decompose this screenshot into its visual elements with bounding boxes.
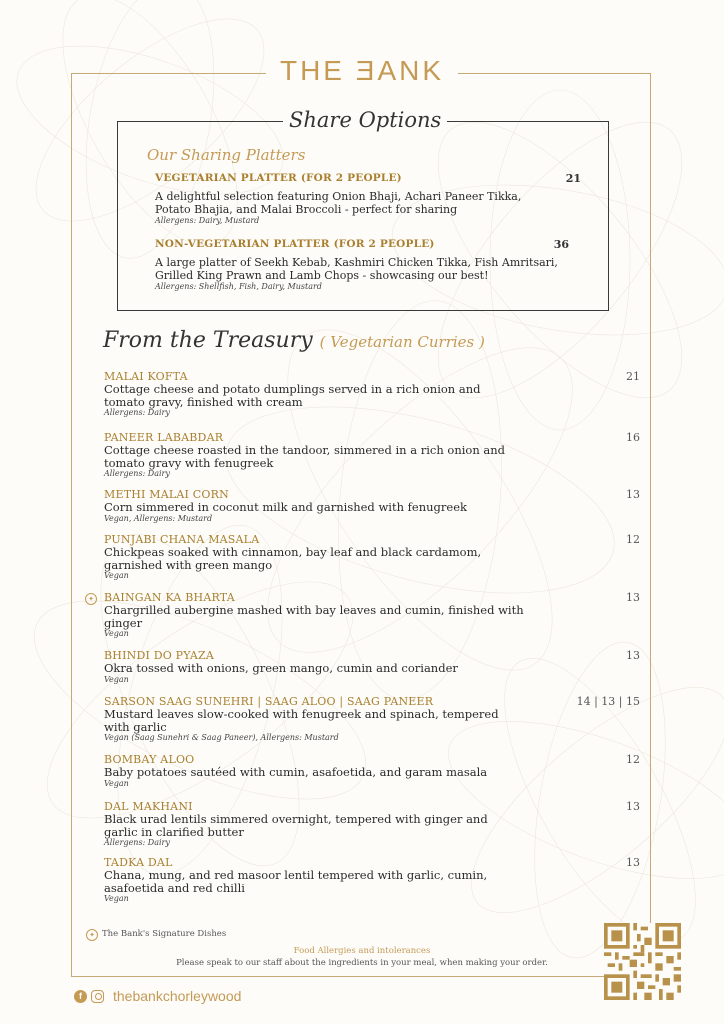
social-links <box>74 988 241 1004</box>
item-description: Chickpeas soaked with cinnamon, bay leaf and black cardamom, garnished with green mango <box>104 545 482 572</box>
item-name: BHINDI DO PYAZA <box>104 649 214 662</box>
item-price: 14 | 13 | 15 <box>576 695 640 708</box>
platter-item <box>155 238 595 291</box>
platter-allergens: Allergens: Dairy, Mustard <box>155 216 260 225</box>
item-note: Vegan <box>104 629 129 638</box>
item-note: Allergens: Dairy <box>104 408 170 417</box>
item-description: Chargrilled aubergine mashed with bay leaves and cumin, finished with ginger <box>104 603 524 630</box>
item-price: 13 <box>626 649 640 662</box>
item-price: 13 <box>626 488 640 501</box>
platter-name: NON-VEGETARIAN PLATTER (FOR 2 PEOPLE) <box>155 238 435 250</box>
social-handle[interactable]: thebankchorleywood <box>113 988 242 1004</box>
item-price: 21 <box>626 370 640 383</box>
allergy-title: Food Allergies and intolerances <box>293 946 431 956</box>
allergy-text: Please speak to our staff about the ingredients in your meal, when making your order. <box>176 958 548 968</box>
menu-item <box>104 591 640 639</box>
menu-item <box>104 695 640 743</box>
item-description: Corn simmered in coconut milk and garnished with fenugreek <box>104 500 467 514</box>
item-price: 16 <box>626 431 640 444</box>
item-note: Vegan <box>104 894 129 903</box>
menu-item <box>104 800 640 848</box>
item-description: Chana, mung, and red masoor lentil tempered with garlic, cumin, asafoetida and red chilli <box>104 868 488 895</box>
platter-description: A delightful selection featuring Onion Bhaji, Achari Paneer Tikka, Potato Bhajia, and Malai Broccoli - perfect for sharing <box>155 190 522 216</box>
brand-logo <box>0 55 724 87</box>
qr-code-icon[interactable] <box>604 923 681 1000</box>
treasury-heading <box>103 328 485 353</box>
item-note: Vegan (Saag Sunehri & Saag Paneer), Allergens: Mustard <box>104 733 339 742</box>
item-name: BAINGAN KA BHARTA <box>104 591 235 604</box>
item-note: Allergens: Dairy <box>104 838 170 847</box>
item-note: Allergens: Dairy <box>104 469 170 478</box>
menu-item <box>104 649 640 685</box>
signature-dish-icon: ✦ <box>85 593 97 605</box>
item-description: Cottage cheese and potato dumplings served in a rich onion and tomato gravy, finished with cream <box>104 382 481 409</box>
platter-price: 21 <box>565 172 581 185</box>
menu-item <box>104 856 640 904</box>
menu-item <box>104 533 640 581</box>
item-description: Okra tossed with onions, green mango, cumin and coriander <box>104 661 458 675</box>
platter-item <box>155 172 595 225</box>
item-price: 12 <box>626 753 640 766</box>
item-name: TADKA DAL <box>104 856 173 869</box>
treasury-subtitle: ( Vegetarian Curries ) <box>319 333 485 351</box>
item-note: Vegan <box>104 674 129 684</box>
item-name: MALAI KOFTA <box>104 370 188 383</box>
platter-description: A large platter of Seekh Kebab, Kashmiri Chicken Tikka, Fish Amritsari, Grilled King Prawn and Lamb Chops - showcasing our best! <box>155 256 558 282</box>
treasury-title: From the Treasury <box>103 328 313 353</box>
brand-name: THE ƎANK <box>266 55 458 86</box>
signature-dish-icon: ✦ <box>86 929 98 941</box>
item-description: Cottage cheese roasted in the tandoor, simmered in a rich onion and tomato gravy with fenugreek <box>104 443 506 470</box>
item-price: 13 <box>626 800 640 813</box>
menu-item <box>104 431 640 479</box>
instagram-icon[interactable] <box>91 990 104 1003</box>
platter-name: VEGETARIAN PLATTER (FOR 2 PEOPLE) <box>155 172 402 184</box>
item-price: 13 <box>626 856 640 869</box>
menu-item <box>104 488 640 524</box>
menu-item <box>104 753 640 789</box>
item-price: 12 <box>626 533 640 546</box>
item-note: Vegan, Allergens: Mustard <box>104 513 213 523</box>
menu-item <box>104 370 640 418</box>
item-name: PUNJABI CHANA MASALA <box>104 533 260 546</box>
item-name: PANEER LABABDAR <box>104 431 224 444</box>
item-note: Vegan <box>104 571 129 580</box>
item-name: SARSON SAAG SUNEHRI | SAAG ALOO | SAAG PANEER <box>104 695 434 708</box>
item-description: Black urad lentils simmered overnight, tempered with ginger and garlic in clarified butter <box>104 812 488 839</box>
sharing-platters-subtitle: Our Sharing Platters <box>147 146 306 164</box>
platter-price: 36 <box>553 238 569 251</box>
signature-legend: The Bank's Signature Dishes <box>102 929 227 939</box>
item-name: DAL MAKHANI <box>104 800 193 813</box>
facebook-icon[interactable]: f <box>74 990 87 1003</box>
item-price: 13 <box>626 591 640 604</box>
item-description: Baby potatoes sautéed with cumin, asafoetida, and garam masala <box>104 765 488 779</box>
item-note: Vegan <box>104 778 129 788</box>
item-name: METHI MALAI CORN <box>104 488 229 501</box>
item-description: Mustard leaves slow-cooked with fenugreek and spinach, tempered with garlic <box>104 707 499 734</box>
platter-allergens: Allergens: Shellfish, Fish, Dairy, Mustard <box>155 282 322 291</box>
share-options-title: Share Options <box>283 108 447 132</box>
item-name: BOMBAY ALOO <box>104 753 195 766</box>
